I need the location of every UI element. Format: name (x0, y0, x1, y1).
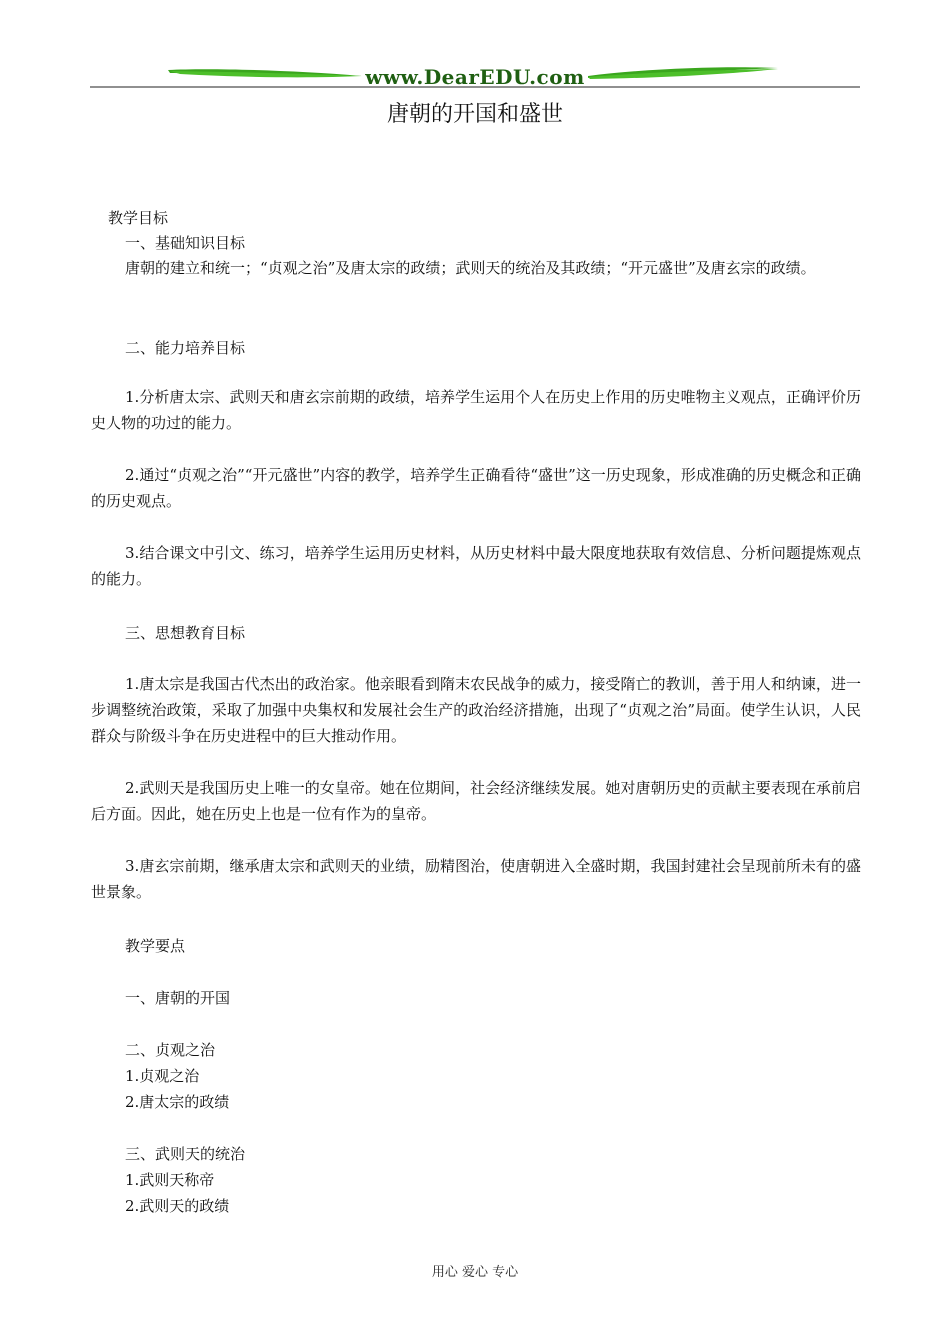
thought-item-3: 3.唐玄宗前期，继承唐太宗和武则天的业绩，励精图治，使唐朝进入全盛时期，我国封建社会呈现前所未有的盛世景象。 (91, 857, 861, 901)
key-point-3-2: 2.武则天的政绩 (125, 1197, 230, 1215)
key-point-1: 一、唐朝的开国 (125, 989, 231, 1007)
thought-heading: 三、思想教育目标 (125, 624, 246, 642)
key-point-2-2: 2.唐太宗的政绩 (125, 1093, 230, 1111)
basic-knowledge-text: 唐朝的建立和统一；“贞观之治”及唐太宗的政绩；武则天的统治及其政绩；“开元盛世”及唐玄宗的政绩。 (125, 259, 816, 277)
page-footer: 用心 爱心 专心 (431, 1265, 519, 1280)
key-point-2-1: 1.贞观之治 (125, 1067, 200, 1085)
basic-knowledge-heading: 一、基础知识目标 (125, 234, 246, 252)
thought-item-2: 2.武则天是我国历史上唯一的女皇帝。她在位期间，社会经济继续发展。她对唐朝历史的贡献主要表现在承前启后方面。因此，她在历史上也是一位有作为的皇帝。 (91, 779, 861, 823)
ability-item-2: 2.通过“贞观之治”“开元盛世”内容的教学，培养学生正确看待“盛世”这一历史现象，形成准确的历史概念和正确的历史观点。 (91, 466, 861, 510)
document-title: 唐朝的开国和盛世 (386, 102, 563, 127)
key-point-3: 三、武则天的统治 (125, 1145, 246, 1163)
thought-item-1: 1.唐太宗是我国古代杰出的政治家。他亲眼看到隋末农民战争的威力，接受隋亡的教训，善于用人和纳谏，进一步调整统治政策，采取了加强中央集权和发展社会生产的政治经济措施，出现了“贞观之治”局面。使学生认识，人民群众与阶级斗争在历史进程中的巨大推动作用。 (91, 675, 861, 745)
site-header (90, 62, 860, 92)
ability-item-3: 3.结合课文中引文、练习，培养学生运用历史材料，从历史材料中最大限度地获取有效信息、分析问题提炼观点的能力。 (91, 544, 861, 588)
ability-heading: 二、能力培养目标 (125, 339, 246, 357)
key-points-heading: 教学要点 (125, 937, 186, 955)
key-point-2: 二、贞观之治 (125, 1041, 216, 1059)
ability-item-1: 1.分析唐太宗、武则天和唐玄宗前期的政绩，培养学生运用个人在历史上作用的历史唯物主义观点，正确评价历史人物的功过的能力。 (91, 388, 861, 432)
key-point-3-1: 1.武则天称帝 (125, 1171, 215, 1189)
site-logo-text: www.DearEDU.com (365, 65, 585, 89)
goals-heading: 教学目标 (108, 209, 169, 227)
